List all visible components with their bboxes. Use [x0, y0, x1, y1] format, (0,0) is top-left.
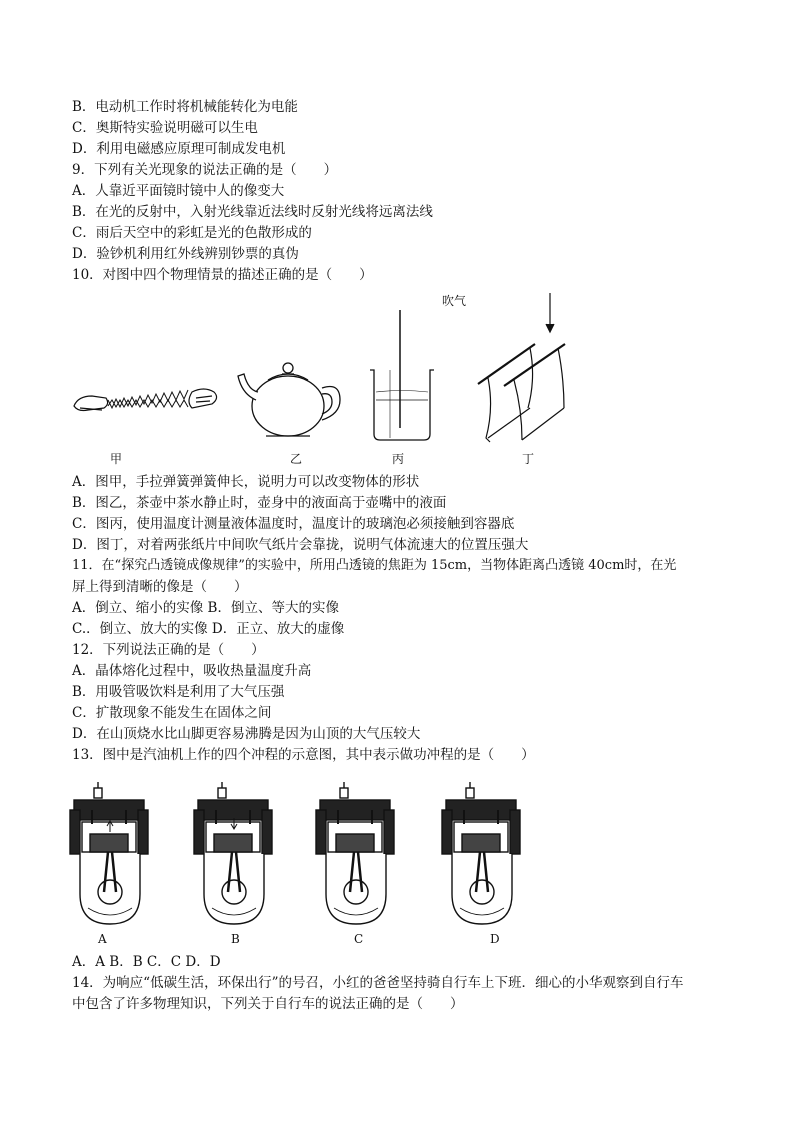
- option-10d: D．图丁，对着两张纸片中间吹气纸片会靠拢，说明气体流速大的位置压强大: [72, 537, 529, 553]
- option-13: A．A B．B C．C D．D: [72, 954, 221, 970]
- option-12d: D．在山顶烧水比山脚更容易沸腾是因为山顶的大气压较大: [72, 726, 421, 742]
- blow-label: 吹气: [442, 294, 467, 308]
- caption-engine-a: A: [98, 932, 107, 946]
- caption-engine-c: C: [354, 932, 364, 946]
- caption-bing: 丙: [392, 452, 405, 466]
- option-12c: C．扩散现象不能发生在固体之间: [72, 705, 272, 721]
- option-10c: C．图丙，使用温度计测量液体温度时，温度计的玻璃泡必须接触到容器底: [72, 516, 515, 532]
- option-9b: B．在光的反射中，入射光线靠近法线时反射光线将远离法线: [72, 204, 433, 220]
- option-10a: A．图甲，手拉弹簧弹簧伸长，说明力可以改变物体的形状: [72, 474, 420, 490]
- option-8c: C．奥斯特实验说明磁可以生电: [72, 120, 258, 136]
- question-14-line1: 14．为响应“低碳生活，环保出行”的号召，小红的爸爸坚持骑自行车上下班．细心的小华观察到自行车: [72, 975, 684, 991]
- option-12b: B．用吸管吸饮料是利用了大气压强: [72, 684, 285, 700]
- figure-13: [68, 768, 518, 950]
- question-11-line1: 11．在“探究凸透镜成像规律”的实验中，所用凸透镜的焦距为 15cm，当物体距离凸透镜 40cm时，在光: [72, 558, 677, 573]
- caption-ding: 丁: [522, 452, 535, 466]
- engine-a-illustration: [70, 782, 148, 924]
- question-9: 9．下列有关光现象的说法正确的是（ ）: [72, 162, 338, 178]
- beaker-thermometer-illustration: [370, 310, 434, 440]
- question-14-line2: 中包含了许多物理知识，下列关于自行车的说法正确的是（ ）: [72, 996, 464, 1012]
- option-11ab: A．倒立、缩小的实像 B．倒立、等大的实像: [72, 600, 339, 616]
- caption-engine-d: D: [490, 932, 500, 946]
- option-11cd: C.．倒立、放大的实像 D．正立、放大的虚像: [72, 621, 345, 637]
- engine-c-illustration: [316, 782, 394, 924]
- question-12: 12．下列说法正确的是（ ）: [72, 642, 265, 658]
- teapot-illustration: [238, 363, 340, 436]
- option-12a: A．晶体熔化过程中，吸收热量温度升高: [72, 663, 312, 679]
- option-10b: B．图乙，茶壶中茶水静止时，壶身中的液面高于壶嘴中的液面: [72, 495, 447, 511]
- option-9c: C．雨后天空中的彩虹是光的色散形成的: [72, 225, 312, 241]
- engine-d-illustration: [442, 782, 520, 924]
- paper-sheets-illustration: [478, 293, 565, 442]
- figure-13-drawing: [68, 768, 518, 950]
- question-10: 10．对图中四个物理情景的描述正确的是（ ）: [72, 267, 373, 283]
- spring-hands-illustration: [74, 389, 217, 411]
- caption-yi: 乙: [290, 452, 303, 466]
- option-9a: A．人靠近平面镜时镜中人的像变大: [72, 183, 285, 199]
- figure-10: [60, 288, 620, 468]
- caption-jia: 甲: [110, 452, 123, 466]
- question-13: 13．图中是汽油机上作的四个冲程的示意图，其中表示做功冲程的是（ ）: [72, 747, 535, 763]
- engine-b-illustration: [194, 782, 272, 924]
- question-11-line2: 屏上得到清晰的像是（ ）: [72, 579, 248, 595]
- caption-engine-b: B: [231, 932, 240, 946]
- option-9d: D．验钞机利用红外线辨别钞票的真伪: [72, 246, 299, 262]
- option-8d: D．利用电磁感应原理可制成发电机: [72, 141, 286, 157]
- figure-10-drawing: [60, 288, 620, 468]
- option-8b: B．电动机工作时将机械能转化为电能: [72, 99, 298, 115]
